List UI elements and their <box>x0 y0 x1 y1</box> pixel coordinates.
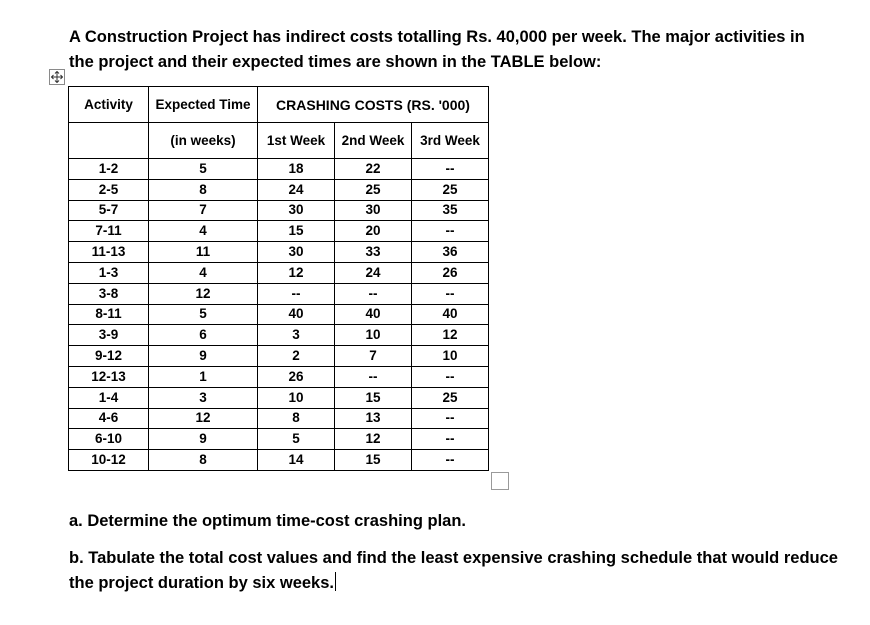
header-crashing-costs: CRASHING COSTS (RS. '000) <box>258 87 489 123</box>
cell-week-1-cost: 8 <box>258 408 335 429</box>
four-way-arrow-icon <box>51 71 63 83</box>
cell-expected-time: 7 <box>149 200 258 221</box>
cell-activity: 6-10 <box>69 429 149 450</box>
table-resize-handle-icon[interactable] <box>491 472 509 490</box>
questions <box>69 509 839 596</box>
cell-activity: 5-7 <box>69 200 149 221</box>
cell-week-2-cost: 15 <box>335 387 412 408</box>
cell-expected-time: 9 <box>149 429 258 450</box>
cell-week-1-cost: 30 <box>258 242 335 263</box>
crashing-costs-table <box>68 86 489 471</box>
cell-week-3-cost: -- <box>412 408 489 429</box>
cell-activity: 1-4 <box>69 387 149 408</box>
table-row <box>69 159 489 180</box>
header-activity: Activity <box>69 87 149 123</box>
header-expected-time: Expected Time <box>149 87 258 123</box>
cell-week-3-cost: -- <box>412 221 489 242</box>
cell-expected-time: 12 <box>149 408 258 429</box>
table-row <box>69 450 489 471</box>
cell-activity: 10-12 <box>69 450 149 471</box>
cell-expected-time: 6 <box>149 325 258 346</box>
cell-activity: 1-3 <box>69 262 149 283</box>
header-week-3: 3rd Week <box>412 123 489 159</box>
cell-week-1-cost: 12 <box>258 262 335 283</box>
cell-expected-time: 1 <box>149 366 258 387</box>
cell-expected-time: 8 <box>149 450 258 471</box>
header-week-1: 1st Week <box>258 123 335 159</box>
cell-week-3-cost: 12 <box>412 325 489 346</box>
cell-week-2-cost: -- <box>335 366 412 387</box>
cell-week-1-cost: -- <box>258 283 335 304</box>
cell-week-1-cost: 30 <box>258 200 335 221</box>
header-week-2: 2nd Week <box>335 123 412 159</box>
cell-week-1-cost: 40 <box>258 304 335 325</box>
problem-statement: A Construction Project has indirect costs totalling Rs. 40,000 per week. The major activities in the project and their expected times are shown in the TABLE below: <box>69 28 805 71</box>
cell-week-2-cost: 25 <box>335 179 412 200</box>
table-row <box>69 346 489 367</box>
table-row <box>69 387 489 408</box>
cell-activity: 7-11 <box>69 221 149 242</box>
cell-activity: 12-13 <box>69 366 149 387</box>
cell-week-2-cost: -- <box>335 283 412 304</box>
cell-week-2-cost: 7 <box>335 346 412 367</box>
cell-week-1-cost: 26 <box>258 366 335 387</box>
table-body <box>69 159 489 471</box>
cell-week-3-cost: -- <box>412 450 489 471</box>
cell-expected-time: 5 <box>149 159 258 180</box>
cell-week-3-cost: -- <box>412 159 489 180</box>
table-row <box>69 242 489 263</box>
cell-week-3-cost: -- <box>412 429 489 450</box>
cell-week-1-cost: 2 <box>258 346 335 367</box>
question-a: a. Determine the optimum time-cost crashing plan. <box>69 512 466 530</box>
cell-expected-time: 12 <box>149 283 258 304</box>
cell-activity: 4-6 <box>69 408 149 429</box>
cell-week-3-cost: -- <box>412 366 489 387</box>
cell-expected-time: 3 <box>149 387 258 408</box>
cell-expected-time: 11 <box>149 242 258 263</box>
table-row <box>69 200 489 221</box>
cell-week-2-cost: 15 <box>335 450 412 471</box>
cell-expected-time: 9 <box>149 346 258 367</box>
cell-expected-time: 8 <box>149 179 258 200</box>
cell-week-3-cost: -- <box>412 283 489 304</box>
cell-week-1-cost: 18 <box>258 159 335 180</box>
cell-week-1-cost: 3 <box>258 325 335 346</box>
table-row <box>69 179 489 200</box>
table-row <box>69 221 489 242</box>
cell-week-2-cost: 10 <box>335 325 412 346</box>
cell-week-3-cost: 40 <box>412 304 489 325</box>
cell-week-2-cost: 33 <box>335 242 412 263</box>
cell-week-3-cost: 26 <box>412 262 489 283</box>
cell-week-1-cost: 15 <box>258 221 335 242</box>
cell-activity: 11-13 <box>69 242 149 263</box>
header-activity-blank <box>69 123 149 159</box>
cell-activity: 2-5 <box>69 179 149 200</box>
cell-week-3-cost: 36 <box>412 242 489 263</box>
cell-expected-time: 4 <box>149 221 258 242</box>
table-row <box>69 262 489 283</box>
cell-week-1-cost: 5 <box>258 429 335 450</box>
cell-week-2-cost: 30 <box>335 200 412 221</box>
cell-week-2-cost: 13 <box>335 408 412 429</box>
cell-week-3-cost: 25 <box>412 387 489 408</box>
question-b <box>69 546 839 596</box>
cell-week-2-cost: 20 <box>335 221 412 242</box>
table-move-handle-icon[interactable] <box>49 69 65 85</box>
table-row <box>69 325 489 346</box>
cell-week-1-cost: 14 <box>258 450 335 471</box>
cell-activity: 8-11 <box>69 304 149 325</box>
table-row <box>69 366 489 387</box>
header-expected-unit: (in weeks) <box>149 123 258 159</box>
cell-activity: 9-12 <box>69 346 149 367</box>
cell-expected-time: 4 <box>149 262 258 283</box>
cell-activity: 3-8 <box>69 283 149 304</box>
cell-week-2-cost: 22 <box>335 159 412 180</box>
cell-week-3-cost: 35 <box>412 200 489 221</box>
cell-week-2-cost: 40 <box>335 304 412 325</box>
cell-week-1-cost: 10 <box>258 387 335 408</box>
cell-activity: 3-9 <box>69 325 149 346</box>
cell-week-3-cost: 25 <box>412 179 489 200</box>
table-row <box>69 304 489 325</box>
cell-week-3-cost: 10 <box>412 346 489 367</box>
table-row <box>69 283 489 304</box>
text-cursor <box>335 572 336 591</box>
cell-week-2-cost: 12 <box>335 429 412 450</box>
table-row <box>69 408 489 429</box>
cell-activity: 1-2 <box>69 159 149 180</box>
cell-expected-time: 5 <box>149 304 258 325</box>
cell-week-1-cost: 24 <box>258 179 335 200</box>
table-row <box>69 429 489 450</box>
question-b-text: b. Tabulate the total cost values and find the least expensive crashing schedule that would reduce the project duration by six weeks. <box>69 549 838 592</box>
cell-week-2-cost: 24 <box>335 262 412 283</box>
